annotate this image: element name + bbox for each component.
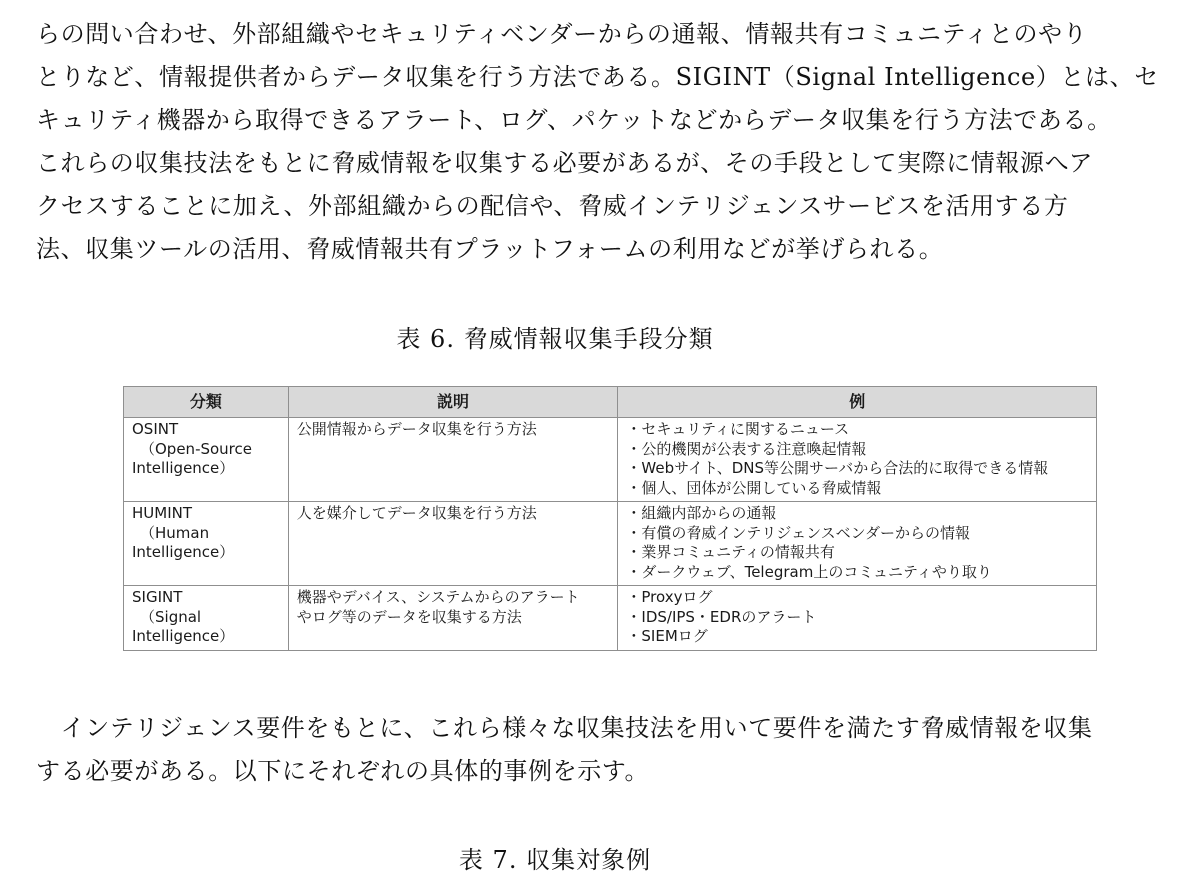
- category-expansion: Intelligence）: [132, 543, 235, 561]
- table-row-osint: [124, 418, 1097, 502]
- category-name: HUMINT: [132, 504, 193, 522]
- category-expansion: Intelligence）: [132, 459, 235, 477]
- example-item: ・IDS/IPS・EDRのアラート: [626, 607, 817, 626]
- example-item: ・個人、団体が公開している脅威情報: [626, 478, 882, 497]
- paragraph-line: これらの収集技法をもとに脅威情報を収集する必要があるが、その手段として実際に情報源へア: [36, 149, 1094, 177]
- description-text: やログ等のデータを収集する方法: [296, 607, 522, 626]
- example-item: ・組織内部からの通報: [626, 504, 777, 522]
- example-item: ・公的機関が公表する注意喚起情報: [626, 439, 867, 458]
- table-6-caption: 表 6. 脅威情報収集手段分類: [396, 325, 714, 353]
- paragraph-line: キュリティ機器から取得できるアラート、ログ、パケットなどからデータ収集を行う方法である。: [36, 106, 1112, 134]
- example-item: ・Proxyログ: [626, 588, 713, 606]
- paragraph-line: する必要がある。以下にそれぞれの具体的事例を示す。: [36, 757, 650, 785]
- example-item: ・セキュリティに関するニュース: [626, 420, 850, 438]
- category-cell: [124, 418, 289, 502]
- header-examples: 例: [618, 387, 1097, 418]
- header-category: 分類: [124, 387, 289, 418]
- category-expansion: （Signal: [140, 607, 202, 626]
- example-item: ・業界コミュニティの情報共有: [626, 543, 835, 561]
- category-name: OSINT: [132, 420, 179, 438]
- body-paragraph-1: [36, 13, 1166, 271]
- category-expansion: （Human: [140, 523, 210, 542]
- description-text: 公開情報からデータ収集を行う方法: [296, 420, 537, 438]
- example-item: ・Webサイト、DNS等公開サーバから合法的に取得できる情報: [626, 459, 1049, 477]
- table-header-row: [124, 387, 1097, 418]
- paragraph-line: インテリジェンス要件をもとに、これら様々な収集技法を用いて要件を満たす脅威情報を収集: [36, 714, 1093, 742]
- description-text: 人を媒介してデータ収集を行う方法: [296, 504, 537, 522]
- paragraph-line: クセスすることに加え、外部組織からの配信や、脅威インテリジェンスサービスを活用する方: [36, 192, 1069, 220]
- examples-cell: [618, 502, 1097, 586]
- body-paragraph-2: [36, 707, 1166, 793]
- category-name: SIGINT: [132, 588, 183, 606]
- header-description: 説明: [288, 387, 618, 418]
- example-item: ・有償の脅威インテリジェンスベンダーからの情報: [626, 523, 971, 542]
- threat-collection-table: [123, 386, 1097, 651]
- examples-cell: [618, 586, 1097, 651]
- example-item: ・ダークウェブ、Telegram上のコミュニティやり取り: [626, 562, 992, 581]
- table-row-humint: [124, 502, 1097, 586]
- examples-cell: [618, 418, 1097, 502]
- description-cell: [288, 586, 618, 651]
- table-7-caption: 表 7. 収集対象例: [458, 846, 652, 874]
- category-cell: [124, 586, 289, 651]
- description-cell: [288, 418, 618, 502]
- example-item: ・SIEMログ: [626, 627, 708, 645]
- paragraph-line: とりなど、情報提供者からデータ収集を行う方法である。SIGINT（Signal Intelligence）とは、セ: [36, 63, 1159, 91]
- category-cell: [124, 502, 289, 586]
- category-expansion: （Open-Source: [140, 439, 252, 458]
- paragraph-line: 法、収集ツールの活用、脅威情報共有プラットフォームの利用などが挙げられる。: [36, 235, 944, 263]
- category-expansion: Intelligence）: [132, 627, 235, 645]
- description-text: 機器やデバイス、システムからのアラート: [296, 588, 580, 606]
- table-row-sigint: [124, 586, 1097, 651]
- paragraph-line: らの問い合わせ、外部組織やセキュリティベンダーからの通報、情報共有コミュニティとのやり: [36, 20, 1088, 48]
- description-cell: [288, 502, 618, 586]
